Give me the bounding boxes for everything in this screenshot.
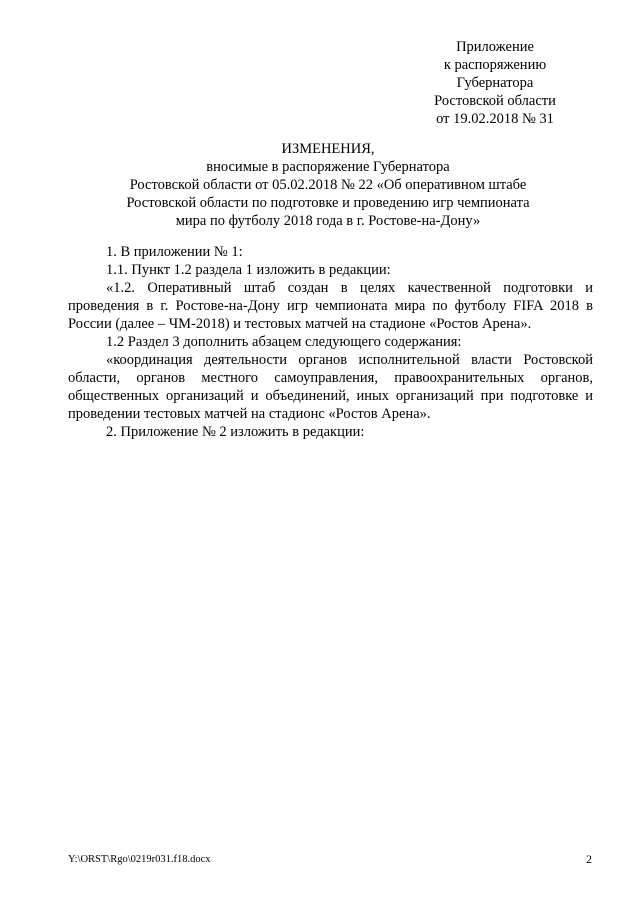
title-heading: ИЗМЕНЕНИЯ,	[281, 141, 375, 157]
appendix-line: от 19.02.2018 № 31	[436, 111, 554, 127]
paragraph-item-1: 1. В приложении № 1:	[106, 244, 243, 260]
document-body	[68, 243, 593, 441]
page-number: 2	[586, 852, 592, 866]
title-line: вносимые в распоряжение Губернатора	[206, 159, 450, 175]
appendix-line: Ростовской области	[434, 93, 556, 109]
paragraph-quote-1-2: «1.2. Оперативный штаб создан в целях качественной подготовки и проведения в г. Ростове-на-Дону игр чемпионата мира по футболу FIFA 2018 в России (далее – ЧМ-2018) и тестовых матчей на стадионе «Ростов Арена».	[68, 280, 593, 332]
paragraph-item-2: 2. Приложение № 2 изложить в редакции:	[106, 424, 365, 440]
document-title	[68, 140, 588, 230]
appendix-line: Приложение	[456, 39, 534, 55]
paragraph-item-1-1: 1.1. Пункт 1.2 раздела 1 изложить в редакции:	[106, 262, 391, 278]
appendix-line: к распоряжению	[443, 57, 547, 73]
title-line: Ростовской области по подготовке и проведению игр чемпионата	[126, 195, 530, 211]
paragraph-quote-coordination: «координация деятельности органов исполнительной власти Ростовской области, органов местного самоуправления, правоохранительных органов, общественных организаций и объединений, иных организаций при подготовке и проведении тестовых матчей на стадионс «Ростов Арена».	[68, 352, 593, 422]
title-line: мира по футболу 2018 года в г. Ростове-на-Дону»	[175, 213, 481, 229]
paragraph-item-1-2: 1.2 Раздел 3 дополнить абзацем следующего содержания:	[106, 334, 462, 350]
title-line: Ростовской области от 05.02.2018 № 22 «Об оперативном штабе	[129, 177, 527, 193]
appendix-header	[400, 38, 590, 128]
footer-file-path: Y:\ORST\Rgo\0219r031.f18.docx	[68, 854, 211, 865]
appendix-line: Губернатора	[456, 75, 534, 91]
